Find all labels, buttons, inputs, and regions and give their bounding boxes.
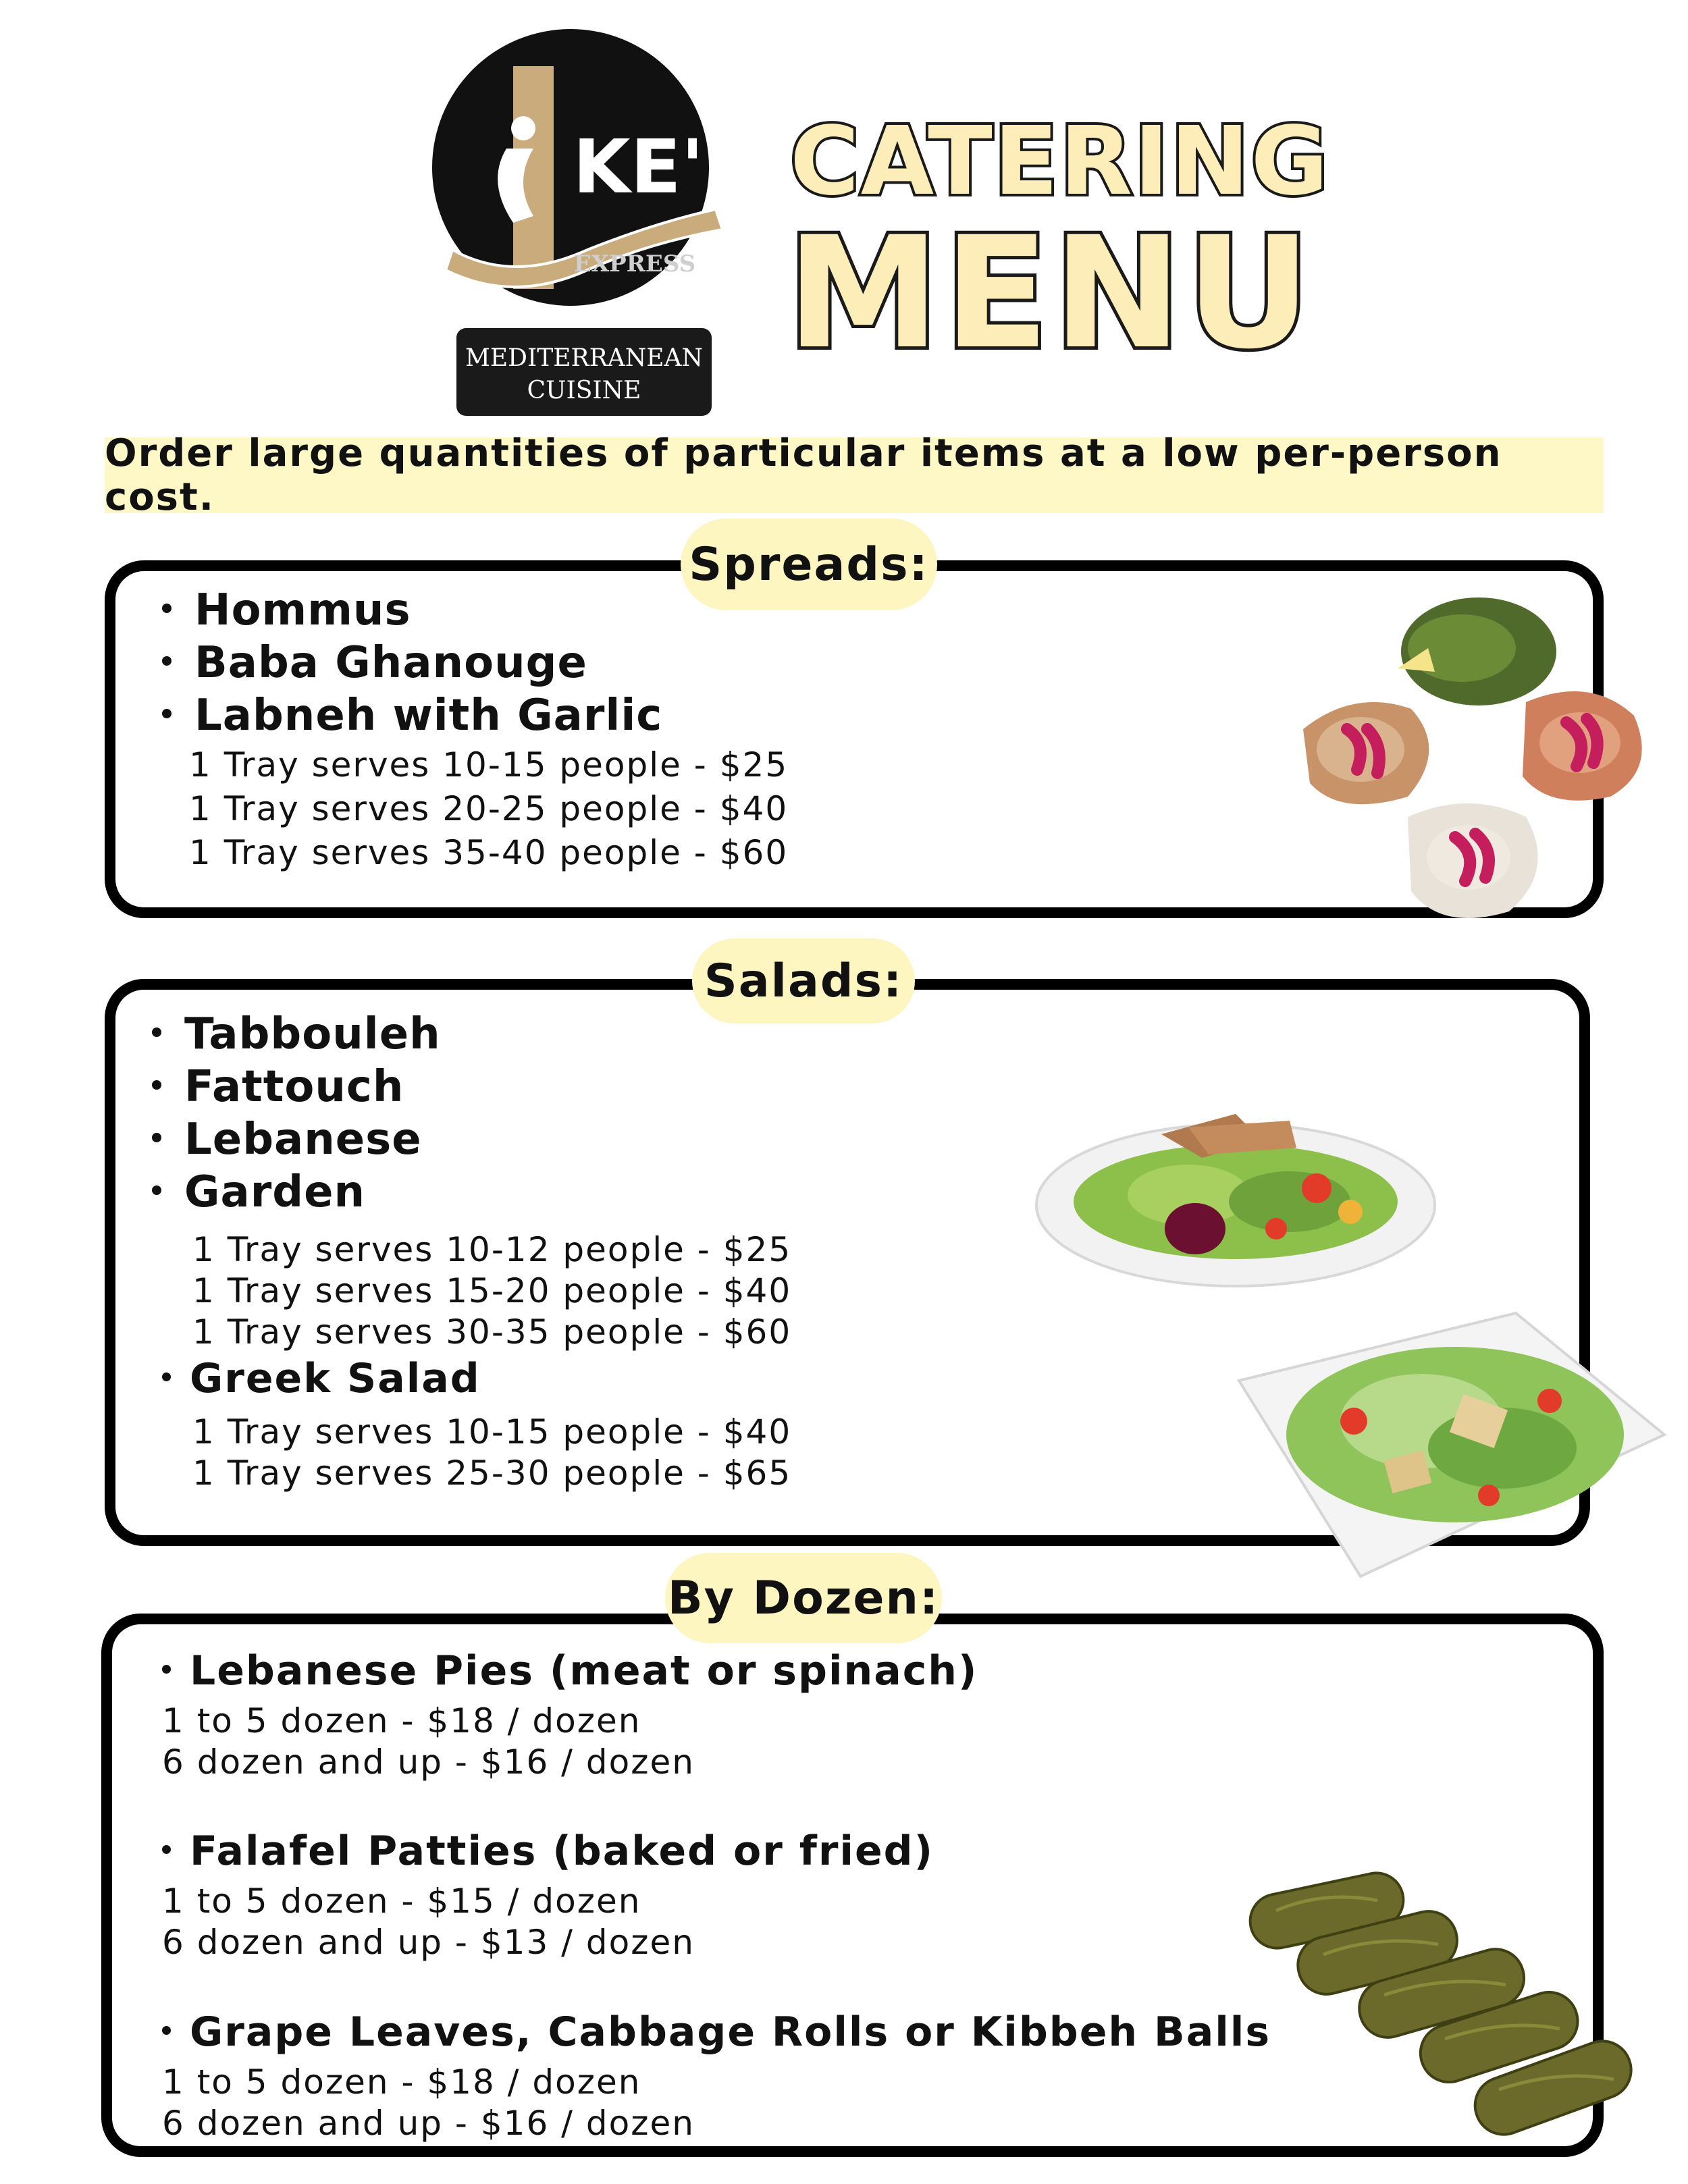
bullet-icon [152, 1028, 161, 1037]
bullet-icon [162, 604, 172, 613]
spreads-heading: Spreads: [681, 518, 937, 610]
salads-item: Lebanese [152, 1118, 422, 1161]
spreads-price: 1 Tray serves 35-40 people - $60 [189, 833, 789, 872]
dozen-price: 1 to 5 dozen - $18 / dozen [162, 1701, 641, 1740]
dozen-item: Grape Leaves, Cabbage Rolls or Kibbeh Balls [162, 2012, 1271, 2052]
title-catering: CATERING [790, 107, 1330, 217]
salads-price: 1 Tray serves 30-35 people - $60 [192, 1312, 792, 1352]
logo-graphic [432, 27, 758, 419]
salads-price: 1 Tray serves 15-20 people - $40 [192, 1271, 792, 1310]
dozen-item: Lebanese Pies (meat or spinach) [162, 1651, 978, 1691]
dozen-item: Falafel Patties (baked or fried) [162, 1831, 934, 1871]
bullet-icon [162, 656, 172, 666]
spreads-item: Hommus [162, 589, 411, 632]
logo-badge-line2: CUISINE [527, 377, 641, 404]
spreads-platter-photo [1293, 594, 1658, 952]
chicken-salad-photo [1033, 1094, 1438, 1296]
dozen-price: 1 to 5 dozen - $18 / dozen [162, 2062, 641, 2102]
bullet-icon [152, 1080, 161, 1090]
bullet-icon [162, 1373, 171, 1381]
grape-leaves-photo [1242, 1863, 1661, 2147]
bullet-icon [152, 1186, 161, 1195]
salads-price: 1 Tray serves 10-12 people - $25 [192, 1230, 792, 1269]
salads-item: Tabbouleh [152, 1013, 441, 1056]
title-menu: MENU [787, 203, 1315, 383]
spreads-item: Labneh with Garlic [162, 694, 662, 737]
bullet-icon [162, 2026, 171, 2035]
salads-item: Fattouch [152, 1065, 404, 1109]
logo-brand-text: KE'S [573, 124, 758, 210]
spreads-item: Baba Ghanouge [162, 641, 587, 685]
dozen-price: 6 dozen and up - $16 / dozen [162, 1742, 695, 1782]
spreads-price: 1 Tray serves 20-25 people - $40 [189, 789, 789, 828]
greek-salad-price: 1 Tray serves 25-30 people - $65 [192, 1454, 792, 1493]
dozen-price: 6 dozen and up - $16 / dozen [162, 2104, 695, 2143]
bullet-icon [162, 1665, 171, 1674]
greek-salad-item: Greek Salad [162, 1358, 481, 1399]
dozen-heading: By Dozen: [665, 1553, 942, 1643]
logo-badge-line1: MEDITERRANEAN [465, 344, 704, 372]
greek-salad-price: 1 Tray serves 10-15 people - $40 [192, 1412, 792, 1451]
logo-express-text: EXPRESS [573, 250, 696, 277]
dozen-price: 1 to 5 dozen - $15 / dozen [162, 1882, 641, 1921]
spreads-price: 1 Tray serves 10-15 people - $25 [189, 745, 789, 784]
fattouch-salad-photo [1232, 1300, 1678, 1590]
salads-item: Garden [152, 1171, 365, 1214]
tagline: Order large quantities of particular items at a low per-person cost. [105, 437, 1604, 513]
dozen-price: 6 dozen and up - $13 / dozen [162, 1923, 695, 1962]
bullet-icon [162, 709, 172, 718]
bullet-icon [162, 1845, 171, 1854]
bullet-icon [152, 1133, 161, 1142]
ikes-express-logo [432, 27, 758, 419]
salads-heading: Salads: [692, 938, 915, 1023]
